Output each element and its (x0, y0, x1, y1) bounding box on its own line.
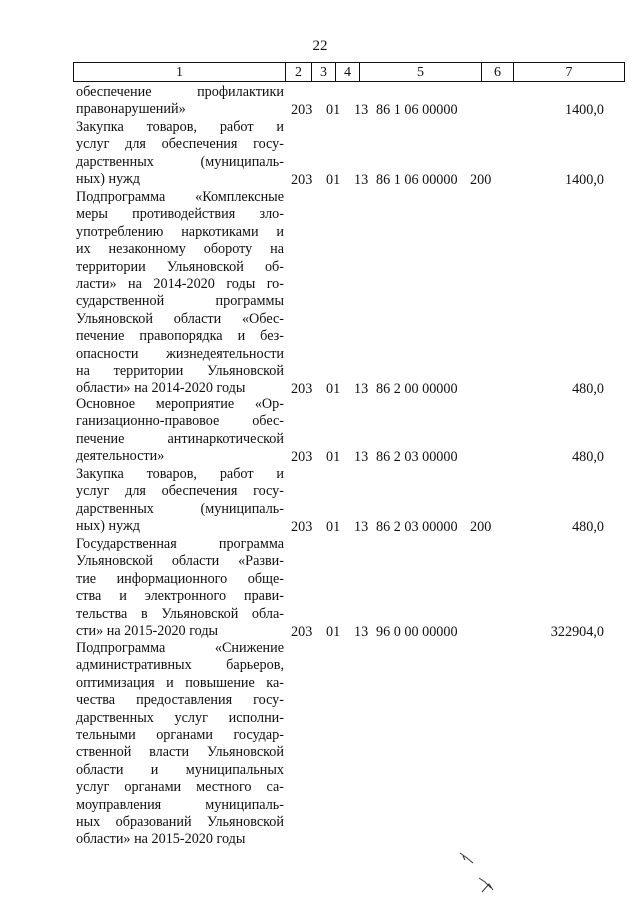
expense-type-code: 200 (470, 519, 492, 536)
description-line: дарственных (муниципаль- (76, 500, 284, 517)
grbs-code: 203 (291, 172, 313, 189)
description-line: дарственных услуг исполни- (76, 709, 284, 726)
description-line: обеспечение профилактики (76, 84, 284, 100)
description-line: опасности жизнедеятельности (76, 345, 284, 362)
description-line: Ульяновской области «Обес- (76, 310, 284, 327)
grbs-code: 203 (291, 624, 313, 640)
subsection-code: 13 (354, 519, 369, 536)
description-line: дарственных (муниципаль- (76, 153, 284, 170)
description-line: тельными органами государ- (76, 727, 284, 744)
description-line: ных) нужд (76, 518, 141, 535)
row-values (0, 448, 640, 466)
target-article-code: 86 2 03 00000 (376, 449, 458, 466)
subsection-code: 13 (354, 449, 369, 466)
row-values (0, 518, 640, 536)
description-line: Закупка товаров, работ и (76, 466, 284, 482)
description-line: на территории Ульяновской (76, 363, 284, 380)
description-line: Подпрограмма «Комплексные (76, 189, 284, 205)
description-line: употреблению наркотиками и (76, 223, 284, 240)
description-line: ных образований Ульяновской (76, 814, 284, 831)
description-line: Закупка товаров, работ и (76, 119, 284, 135)
description-line: ных) нужд (76, 171, 141, 188)
description-line: области» на 2014-2020 годы (76, 380, 246, 397)
description-line: чества предоставления госу- (76, 692, 284, 709)
table-header (73, 62, 625, 82)
description-line: меры противодействия зло- (76, 206, 284, 223)
description-line: ственной власти Ульяновской (76, 744, 284, 761)
section-code: 01 (326, 519, 341, 536)
section-code: 01 (326, 449, 341, 466)
description-line: деятельности» (76, 448, 165, 465)
grbs-code: 203 (291, 449, 313, 466)
description-line: области» на 2015-2020 годы (76, 831, 246, 848)
description-line: сти» на 2015-2020 годы (76, 623, 219, 640)
target-article-code: 96 0 00 00000 (376, 624, 458, 640)
description-line: моуправления муниципаль- (76, 796, 284, 813)
header-col-1: 1 (74, 63, 286, 81)
description-line: Подпрограмма «Снижение (76, 640, 284, 656)
description-line: области и муниципальных (76, 761, 284, 778)
header-col-3: 3 (312, 63, 336, 81)
description-line: тие информационного обще- (76, 570, 284, 587)
description-line: Государственная программа (76, 536, 284, 552)
description-line: печение правопорядка и без- (76, 328, 284, 345)
target-article-code: 86 1 06 00000 (376, 172, 458, 189)
description-line: ства и электронного прави- (76, 588, 284, 605)
row-values (0, 623, 640, 641)
target-article-code: 86 1 06 00000 (376, 102, 458, 119)
description-line: ласти» на 2014-2020 годы го- (76, 276, 284, 293)
description-line: территории Ульяновской об- (76, 258, 284, 275)
expense-type-code: 200 (470, 172, 492, 189)
amount: 1400,0 (564, 172, 604, 189)
header-col-5: 5 (360, 63, 482, 81)
description-line: оптимизация и повышение ка- (76, 674, 284, 691)
amount: 1400,0 (564, 102, 604, 119)
grbs-code: 203 (291, 519, 313, 536)
row-description (76, 189, 284, 398)
section-code: 01 (326, 172, 341, 189)
section-code: 01 (326, 381, 341, 398)
description-line: правонарушений» (76, 101, 186, 118)
page-number: 22 (312, 38, 328, 54)
header-col-2: 2 (286, 63, 312, 81)
description-line: услуг для обеспечения госу- (76, 136, 284, 153)
description-line: их незаконному обороту на (76, 241, 284, 258)
amount: 322904,0 (550, 624, 604, 640)
grbs-code: 203 (291, 381, 313, 398)
row-description (76, 640, 284, 849)
description-line: ганизационно-правовое обес- (76, 413, 284, 430)
subsection-code: 13 (354, 381, 369, 398)
section-code: 01 (326, 624, 341, 640)
description-line: услуг органами местного са- (76, 779, 284, 796)
description-line: услуг для обеспечения госу- (76, 483, 284, 500)
description-line: Ульяновской области «Разви- (76, 553, 284, 570)
row-values (0, 171, 640, 189)
header-col-7: 7 (565, 65, 573, 80)
description-line: печение антинаркотической (76, 430, 284, 447)
description-line: Основное мероприятие «Ор- (76, 396, 284, 412)
row-values (0, 101, 640, 119)
description-line: административных барьеров, (76, 657, 284, 674)
grbs-code: 203 (291, 102, 313, 119)
signature-mark (455, 848, 515, 898)
description-line: сударственной программы (76, 293, 284, 310)
subsection-code: 13 (354, 624, 369, 640)
subsection-code: 13 (354, 172, 369, 189)
amount: 480,0 (572, 449, 604, 466)
amount: 480,0 (572, 519, 604, 536)
target-article-code: 86 2 00 00000 (376, 381, 458, 398)
header-col-4: 4 (336, 63, 360, 81)
target-article-code: 86 2 03 00000 (376, 519, 458, 536)
amount: 480,0 (572, 381, 604, 398)
header-col-6: 6 (482, 63, 514, 81)
subsection-code: 13 (354, 102, 369, 119)
section-code: 01 (326, 102, 341, 119)
description-line: тельства в Ульяновской обла- (76, 605, 284, 622)
